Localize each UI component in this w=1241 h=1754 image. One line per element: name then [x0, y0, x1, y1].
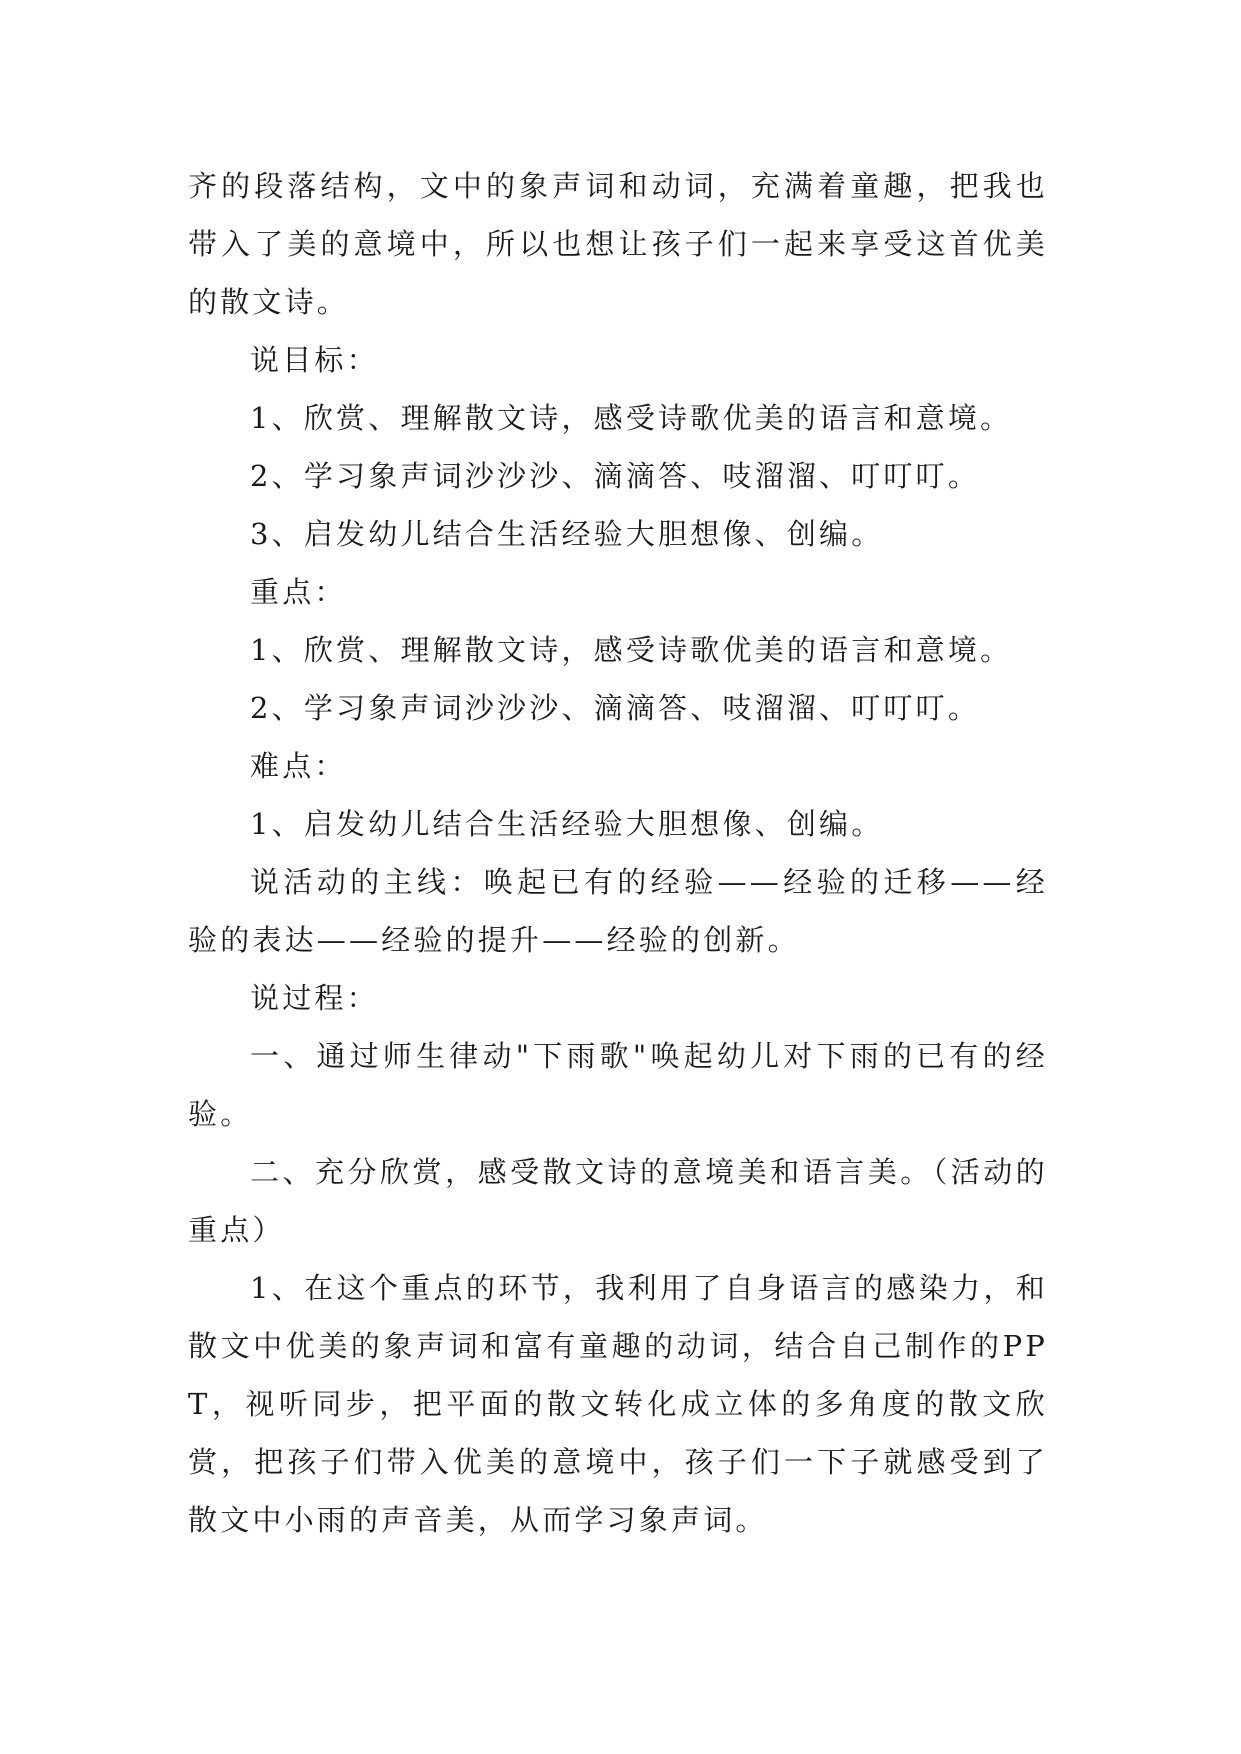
- objective-item: 3、启发幼儿结合生活经验大胆想像、创编。: [250, 517, 884, 551]
- document-body: [188, 157, 1048, 1549]
- key-point-item: 1、欣赏、理解散文诗，感受诗歌优美的语言和意境。: [250, 633, 1013, 667]
- paragraph: 齐的段落结构，文中的象声词和动词，充满着童趣，把我也带入了美的意境中，所以也想让孩子们一起来享受这首优美的散文诗。: [188, 169, 1048, 319]
- heading-key-points: 重点：: [250, 575, 347, 609]
- heading-process: 说过程：: [250, 981, 379, 1015]
- heading-objectives: 说目标：: [250, 343, 379, 377]
- key-point-item: 2、学习象声词沙沙沙、滴滴答、吱溜溜、叮叮叮。: [250, 691, 981, 725]
- process-step-detail: 1、在这个重点的环节，我利用了自身语言的感染力，和散文中优美的象声词和富有童趣的动词，结合自己制作的PPT，视听同步，把平面的散文转化成立体的多角度的散文欣赏，把孩子们带入优美的意境中，孩子们一下子就感受到了散文中小雨的声音美，从而学习象声词。: [188, 1271, 1048, 1537]
- process-step: 一、通过师生律动"下雨歌"唤起幼儿对下雨的已有的经验。: [188, 1039, 1048, 1131]
- heading-difficulties: 难点：: [250, 749, 347, 783]
- process-step: 二、充分欣赏，感受散文诗的意境美和语言美。（活动的重点）: [188, 1155, 1048, 1247]
- objective-item: 2、学习象声词沙沙沙、滴滴答、吱溜溜、叮叮叮。: [250, 459, 981, 493]
- objective-item: 1、欣赏、理解散文诗，感受诗歌优美的语言和意境。: [250, 401, 1013, 435]
- difficulty-item: 1、启发幼儿结合生活经验大胆想像、创编。: [250, 807, 884, 841]
- paragraph-main-line: 说活动的主线：唤起已有的经验——经验的迁移——经验的表达——经验的提升——经验的创新。: [188, 865, 1048, 957]
